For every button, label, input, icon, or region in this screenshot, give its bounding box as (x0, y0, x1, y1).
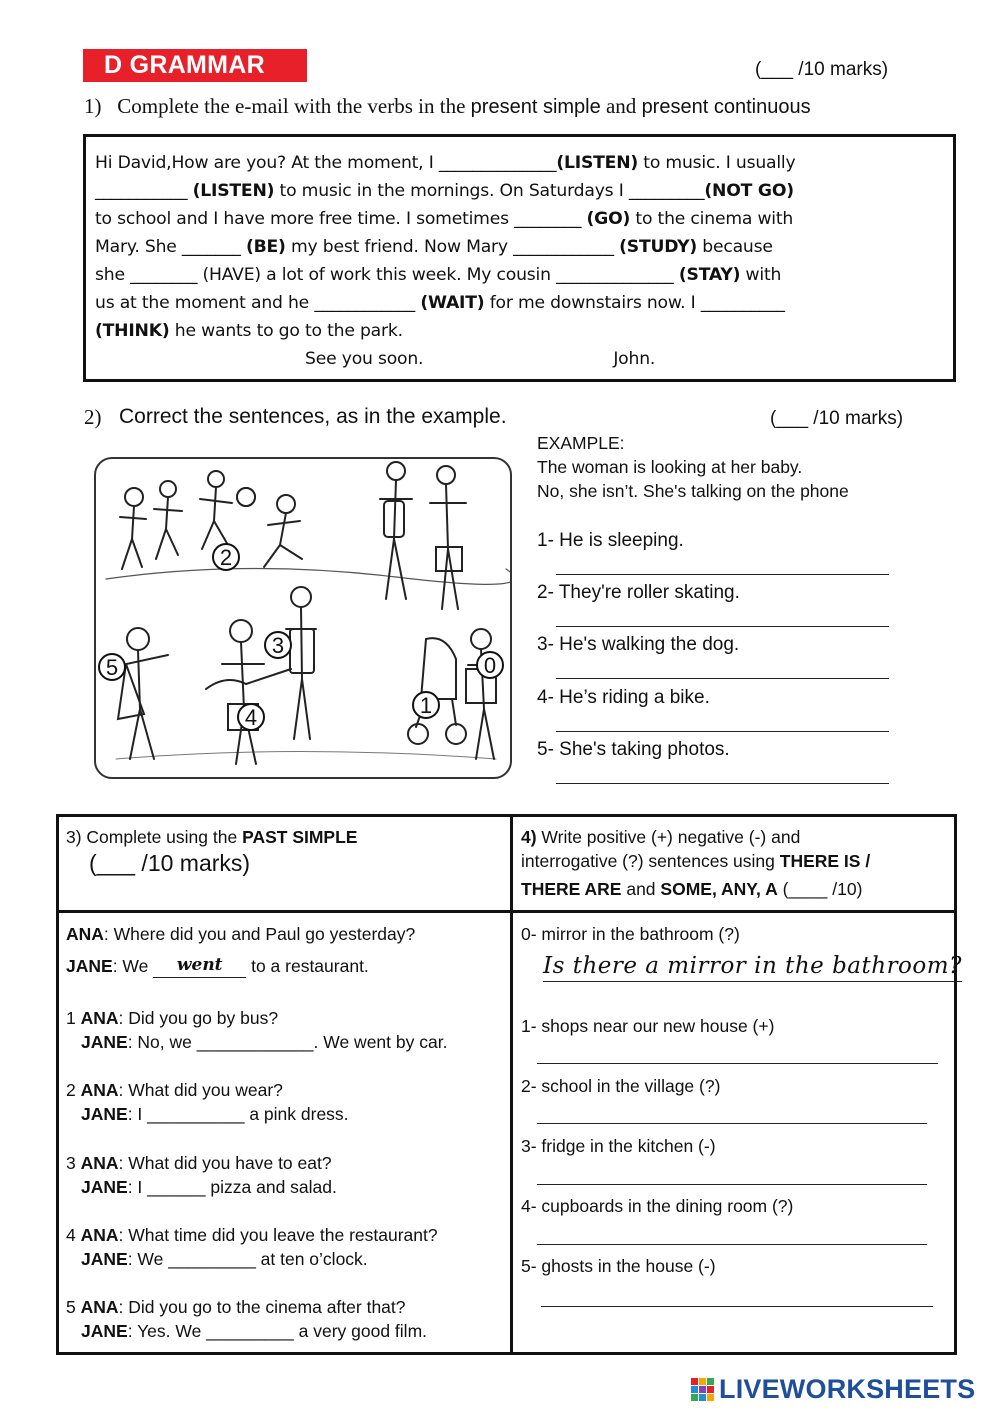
q4-title-line-1: 4) Write positive (+) negative (-) and (521, 827, 801, 847)
q2-marks: (___ /10 marks) (770, 408, 904, 429)
liveworksheets-logo[interactable]: LIVEWORKSHEETS (719, 1374, 976, 1404)
q3-item-1-ana: 1 ANA: Did you go by bus? (66, 1008, 279, 1028)
q4-example-prompt: 0- mirror in the bathroom (?) (521, 924, 740, 944)
q3-item-2-ana: 2 ANA: What did you wear? (66, 1080, 283, 1100)
q2-answer-line-2[interactable] (556, 626, 889, 627)
marker-0: 0 (483, 653, 497, 678)
q2-answer-line-3[interactable] (556, 678, 889, 679)
email-box (83, 134, 956, 382)
table-row-divider (56, 910, 957, 913)
email-line-2: ___________ (LISTEN) to music in the mornings. On Saturdays I _________(NOT GO) (95, 181, 794, 201)
section-title: D GRAMMAR (83, 49, 307, 82)
q2-item-2: 2- They're roller skating. (537, 582, 740, 603)
email-signoff (95, 345, 943, 373)
email-see-you: See you soon. (305, 349, 424, 369)
q3-item-3-jane[interactable]: JANE: I ______ pizza and salad. (81, 1177, 337, 1197)
q4-item-1: 1- shops near our new house (+) (521, 1016, 775, 1036)
q4-title-line-2: interrogative (?) sentences using THERE IS / (521, 851, 871, 871)
q2-item-5: 5- She's taking photos. (537, 739, 730, 760)
q2-instruction: Correct the sentences, as in the example. (119, 405, 507, 428)
email-line-7: (THINK) he wants to go to the park. (95, 321, 403, 341)
park-scene-illustration (94, 457, 512, 779)
q3-example-jane: JANE: We went to a restaurant. (66, 955, 369, 976)
q2-item-4: 4- He’s riding a bike. (537, 687, 710, 708)
email-line-4: Mary. She _______ (BE) my best friend. Now Mary ____________ (STUDY) because (95, 237, 773, 257)
table-column-divider (510, 814, 513, 1355)
q4-answer-line-2[interactable] (537, 1123, 927, 1124)
q4-item-4: 4- cupboards in the dining room (?) (521, 1196, 794, 1216)
q2-item-3: 3- He's walking the dog. (537, 634, 740, 655)
q4-example-answer: Is there a mirror in the bathroom? (543, 951, 962, 982)
q3-title: 3) Complete using the PAST SIMPLE (66, 827, 358, 847)
q4-item-3: 3- fridge in the kitchen (-) (521, 1136, 716, 1156)
email-line-5: she ________ (HAVE) a lot of work this week. My cousin ______________ (STAY) with (95, 265, 782, 285)
example-label: EXAMPLE: (537, 433, 625, 453)
q4-item-2: 2- school in the village (?) (521, 1076, 721, 1096)
q3-item-3-ana: 3 ANA: What did you have to eat? (66, 1153, 332, 1173)
q4-answer-line-5[interactable] (541, 1306, 933, 1307)
q1-and: and (605, 94, 637, 118)
q4-item-5: 5- ghosts in the house (-) (521, 1256, 716, 1276)
q1-number: 1) (84, 94, 102, 118)
q3-item-5-jane[interactable]: JANE: Yes. We _________ a very good film. (81, 1321, 428, 1341)
marker-1: 1 (419, 693, 433, 718)
q3-item-4-jane[interactable]: JANE: We _________ at ten o’clock. (81, 1249, 368, 1269)
email-line-3: to school and I have more free time. I sometimes ________ (GO) to the cinema with (95, 209, 794, 229)
q1-present-continuous: present continuous (641, 96, 811, 118)
q2-item-1: 1- He is sleeping. (537, 530, 684, 551)
q3-item-1-jane[interactable]: JANE: No, we ____________. We went by car. (81, 1032, 448, 1052)
q4-answer-line-3[interactable] (537, 1184, 927, 1185)
q2-number: 2) (84, 405, 102, 429)
q4-answer-line-1[interactable] (537, 1063, 938, 1064)
marker-5: 5 (105, 655, 119, 680)
q1-instruction (84, 94, 811, 119)
section-marks: (___ /10 marks) (755, 59, 889, 80)
q2-answer-line-4[interactable] (556, 731, 889, 732)
q2-answer-line-5[interactable] (556, 783, 889, 784)
q1-present-simple: present simple (470, 96, 601, 118)
q3-item-5-ana: 5 ANA: Did you go to the cinema after that? (66, 1297, 406, 1317)
q3-marks: (___ /10 marks) (89, 850, 251, 876)
q3-example-answer: went (153, 953, 246, 978)
liveworksheets-logo-icon (690, 1376, 716, 1402)
email-line-6: us at the moment and he ____________ (WAIT) for me downstairs now. I __________ (95, 293, 785, 313)
marker-4: 4 (244, 705, 258, 730)
example-correction: No, she isn’t. She's talking on the phone (537, 481, 849, 501)
marker-3: 3 (271, 633, 285, 658)
email-line-1: Hi David,How are you? At the moment, I ______________(LISTEN) to music. I usually (95, 153, 796, 173)
q4-title-line-3: THERE ARE and SOME, ANY, A (____ /10) (521, 879, 863, 899)
q1-text: Complete the e-mail with the verbs in the (117, 94, 466, 118)
q3-item-2-jane[interactable]: JANE: I __________ a pink dress. (81, 1104, 349, 1124)
q3-item-4-ana: 4 ANA: What time did you leave the restaurant? (66, 1225, 438, 1245)
marker-2: 2 (219, 545, 233, 570)
q4-answer-line-4[interactable] (537, 1244, 927, 1245)
example-sentence: The woman is looking at her baby. (537, 457, 803, 477)
park-scene-drawing (96, 459, 512, 779)
q3-example-ana: ANA: Where did you and Paul go yesterday? (66, 924, 416, 944)
email-signature: John. (613, 349, 656, 369)
q2-answer-line-1[interactable] (556, 574, 889, 575)
